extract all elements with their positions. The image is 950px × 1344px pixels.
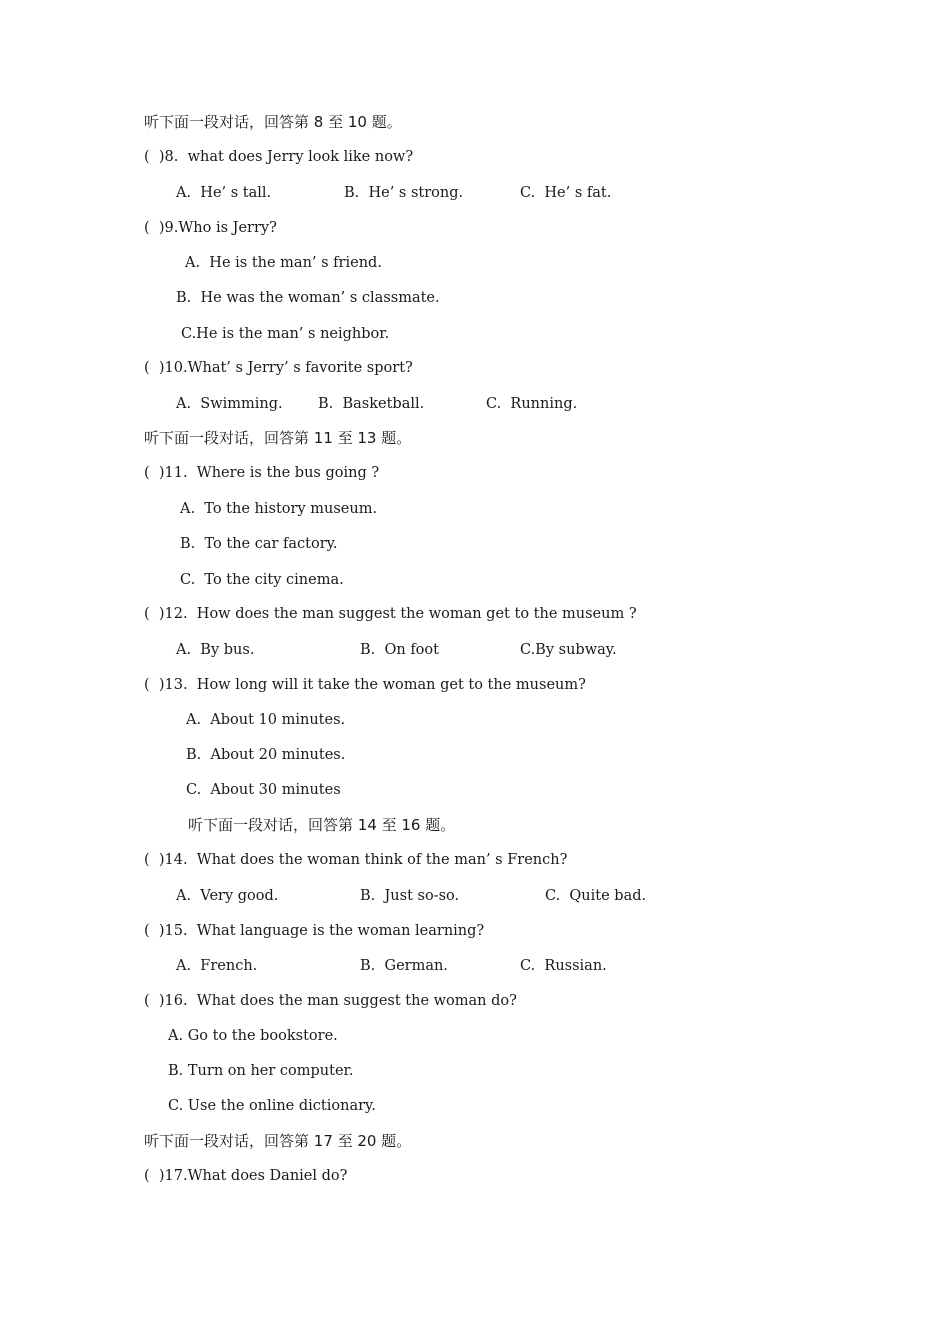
question-8-stem: ( )8. what does Jerry look like now? <box>144 149 414 165</box>
question-8-option-c: C. He’ s fat. <box>520 185 612 201</box>
section-heading: 听下面一段对话，回答第 14 至 16 题。 <box>188 816 456 834</box>
question-9-stem: ( )9.Who is Jerry? <box>144 220 277 236</box>
question-15-stem: ( )15. What language is the woman learning? <box>144 923 485 939</box>
section-heading: 听下面一段对话，回答第 17 至 20 题。 <box>144 1132 412 1150</box>
question-14-option-b: B. Just so-so. <box>360 888 460 904</box>
question-11-option-a: A. To the history museum. <box>180 501 378 517</box>
question-13-option-a: A. About 10 minutes. <box>186 712 346 728</box>
question-10-option-a: A. Swimming. <box>176 396 283 412</box>
question-11-option-c: C. To the city cinema. <box>180 572 344 588</box>
question-13-option-c: C. About 30 minutes <box>186 782 341 798</box>
question-14-option-c: C. Quite bad. <box>545 888 647 904</box>
question-11-stem: ( )11. Where is the bus going ? <box>144 465 380 481</box>
section-heading: 听下面一段对话，回答第 11 至 13 题。 <box>144 429 412 447</box>
question-9-option-c: C.He is the man’ s neighbor. <box>181 326 390 342</box>
section-heading: 听下面一段对话，回答第 8 至 10 题。 <box>144 113 402 131</box>
question-10-stem: ( )10.What’ s Jerry’ s favorite sport? <box>144 360 413 376</box>
question-8-option-b: B. He’ s strong. <box>344 185 464 201</box>
question-15-option-c: C. Russian. <box>520 958 607 974</box>
question-16-option-b: B. Turn on her computer. <box>168 1063 354 1079</box>
question-9-option-b: B. He was the woman’ s classmate. <box>176 290 440 306</box>
question-16-option-a: A. Go to the bookstore. <box>168 1028 338 1044</box>
question-8-option-a: A. He’ s tall. <box>176 185 272 201</box>
question-13-stem: ( )13. How long will it take the woman get to the museum? <box>144 677 586 693</box>
question-13-option-b: B. About 20 minutes. <box>186 747 346 763</box>
question-10-option-b: B. Basketball. <box>318 396 425 412</box>
question-17-stem: ( )17.What does Daniel do? <box>144 1168 348 1184</box>
question-12-stem: ( )12. How does the man suggest the woman get to the museum ? <box>144 606 637 622</box>
question-14-stem: ( )14. What does the woman think of the man’ s French? <box>144 852 568 868</box>
question-14-option-a: A. Very good. <box>176 888 279 904</box>
question-12-option-c: C.By subway. <box>520 642 617 658</box>
question-15-option-b: B. German. <box>360 958 448 974</box>
question-16-stem: ( )16. What does the man suggest the woman do? <box>144 993 517 1009</box>
question-11-option-b: B. To the car factory. <box>180 536 338 552</box>
question-12-option-b: B. On foot <box>360 642 439 658</box>
question-10-option-c: C. Running. <box>486 396 578 412</box>
question-12-option-a: A. By bus. <box>176 642 255 658</box>
question-16-option-c: C. Use the online dictionary. <box>168 1098 376 1114</box>
question-9-option-a: A. He is the man’ s friend. <box>185 255 382 271</box>
question-15-option-a: A. French. <box>176 958 258 974</box>
